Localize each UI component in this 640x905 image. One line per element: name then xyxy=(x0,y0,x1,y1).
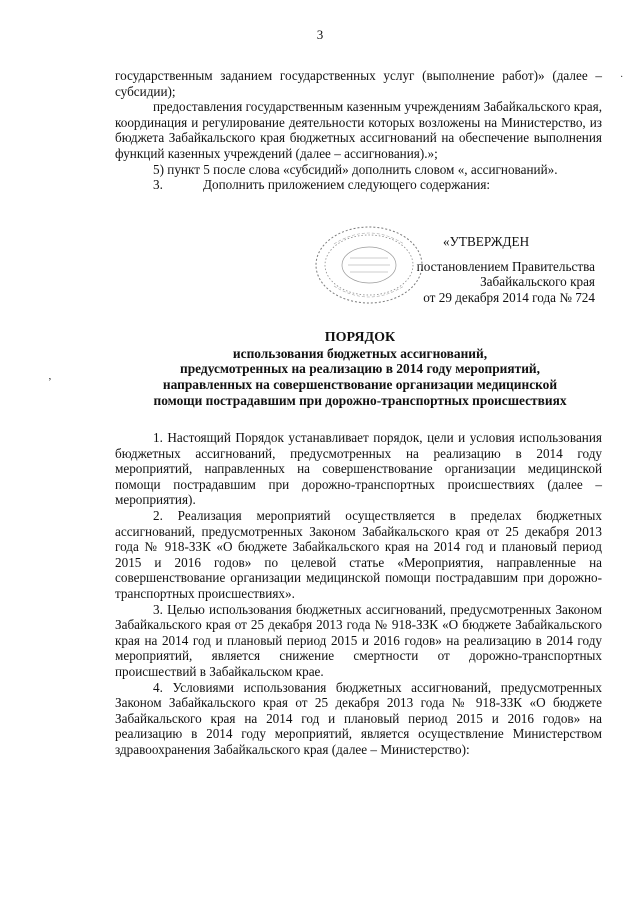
intro-paragraph-3: 5) пункт 5 после слова «субсидий» дополнить словом «, ассигнований». xyxy=(153,161,558,177)
heading-title: ПОРЯДОК xyxy=(324,330,396,345)
intro-item-text: Дополнить приложением следующего содержания: xyxy=(203,177,491,193)
margin-mark-right: · xyxy=(620,72,624,83)
margin-mark-left: ʼ xyxy=(48,376,52,388)
order-body xyxy=(115,430,602,757)
intro-block xyxy=(115,68,602,193)
intro-paragraph-1: государственным заданием государственных услуг (выполнение работ)» (далее – субсидии); xyxy=(115,68,602,99)
approval-title: «УТВЕРЖДЕН xyxy=(443,234,530,249)
intro-paragraph-2: предоставления государственным казенным учреждениям Забайкальского края, координация и регулирование деятельности которых возложены на Министерство, из бюджета Забайкальского края бюджетных ассигнований на обеспечение выполнения функций казенных учреждений (далее – ассигнования).»; xyxy=(115,99,602,161)
heading-line-1: использования бюджетных ассигнований, xyxy=(232,345,488,361)
approval-line-2: Забайкальского края xyxy=(480,274,595,290)
body-paragraph-3: 3. Целью использования бюджетных ассигнований, предусмотренных Законом Забайкальского края от 25 декабря 2013 года № 918-ЗЗК «О бюджете Забайкальского края на 2014 год и плановый период 2015 и 2016 годов» на реализацию в 2014 году мероприятий, является снижение смертности от дорожно-транспортных происшествий в Забайкальском крае. xyxy=(115,601,602,679)
body-paragraph-1: 1. Настоящий Порядок устанавливает порядок, цели и условия использования бюджетных ассигнований, предусмотренных на реализацию в 2014 году мероприятий, направленных на совершенствование организации медицинской помощи пострадавшим при дорожно-транспортных происшествиях (далее – мероприятия). xyxy=(115,430,602,508)
approval-line-1: постановлением Правительства xyxy=(416,258,595,274)
body-paragraph-2: 2. Реализация мероприятий осуществляется в пределах бюджетных ассигнований, предусмотренных Законом Забайкальского края от 25 декабря 2013 года № 918-ЗЗК «О бюджете Забайкальского края на 2014 год и плановый период 2015 и 2016 годов» по целевой статье «Мероприятия, направленные на совершенствование организации медицинской помощи пострадавшим при дорожно-транспортных происшествиях». xyxy=(115,507,602,601)
intro-item-number: 3. xyxy=(153,177,163,193)
intro-paragraph-4 xyxy=(115,177,602,193)
approval-line-3: от 29 декабря 2014 года № 724 xyxy=(423,289,595,305)
document-heading xyxy=(110,330,610,409)
heading-line-2: предусмотренных на реализацию в 2014 году мероприятий, xyxy=(180,361,540,377)
heading-line-3: направленных на совершенствование организации медицинской xyxy=(162,377,558,393)
page-number: 3 xyxy=(316,27,324,42)
body-paragraph-4: 4. Условиями использования бюджетных ассигнований, предусмотренных Законом Забайкальского края от 25 декабря 2013 года № 918-ЗЗК «О бюджете Забайкальского края на 2014 год и плановый период 2015 и 2016 годов» на реализацию в 2014 году мероприятий, является осуществление Министерством здравоохранения Забайкальского края (далее – Министерство): xyxy=(115,679,602,757)
approval-stamp xyxy=(395,234,615,305)
heading-line-4: помощи пострадавшим при дорожно-транспортных происшествиях xyxy=(153,392,567,408)
